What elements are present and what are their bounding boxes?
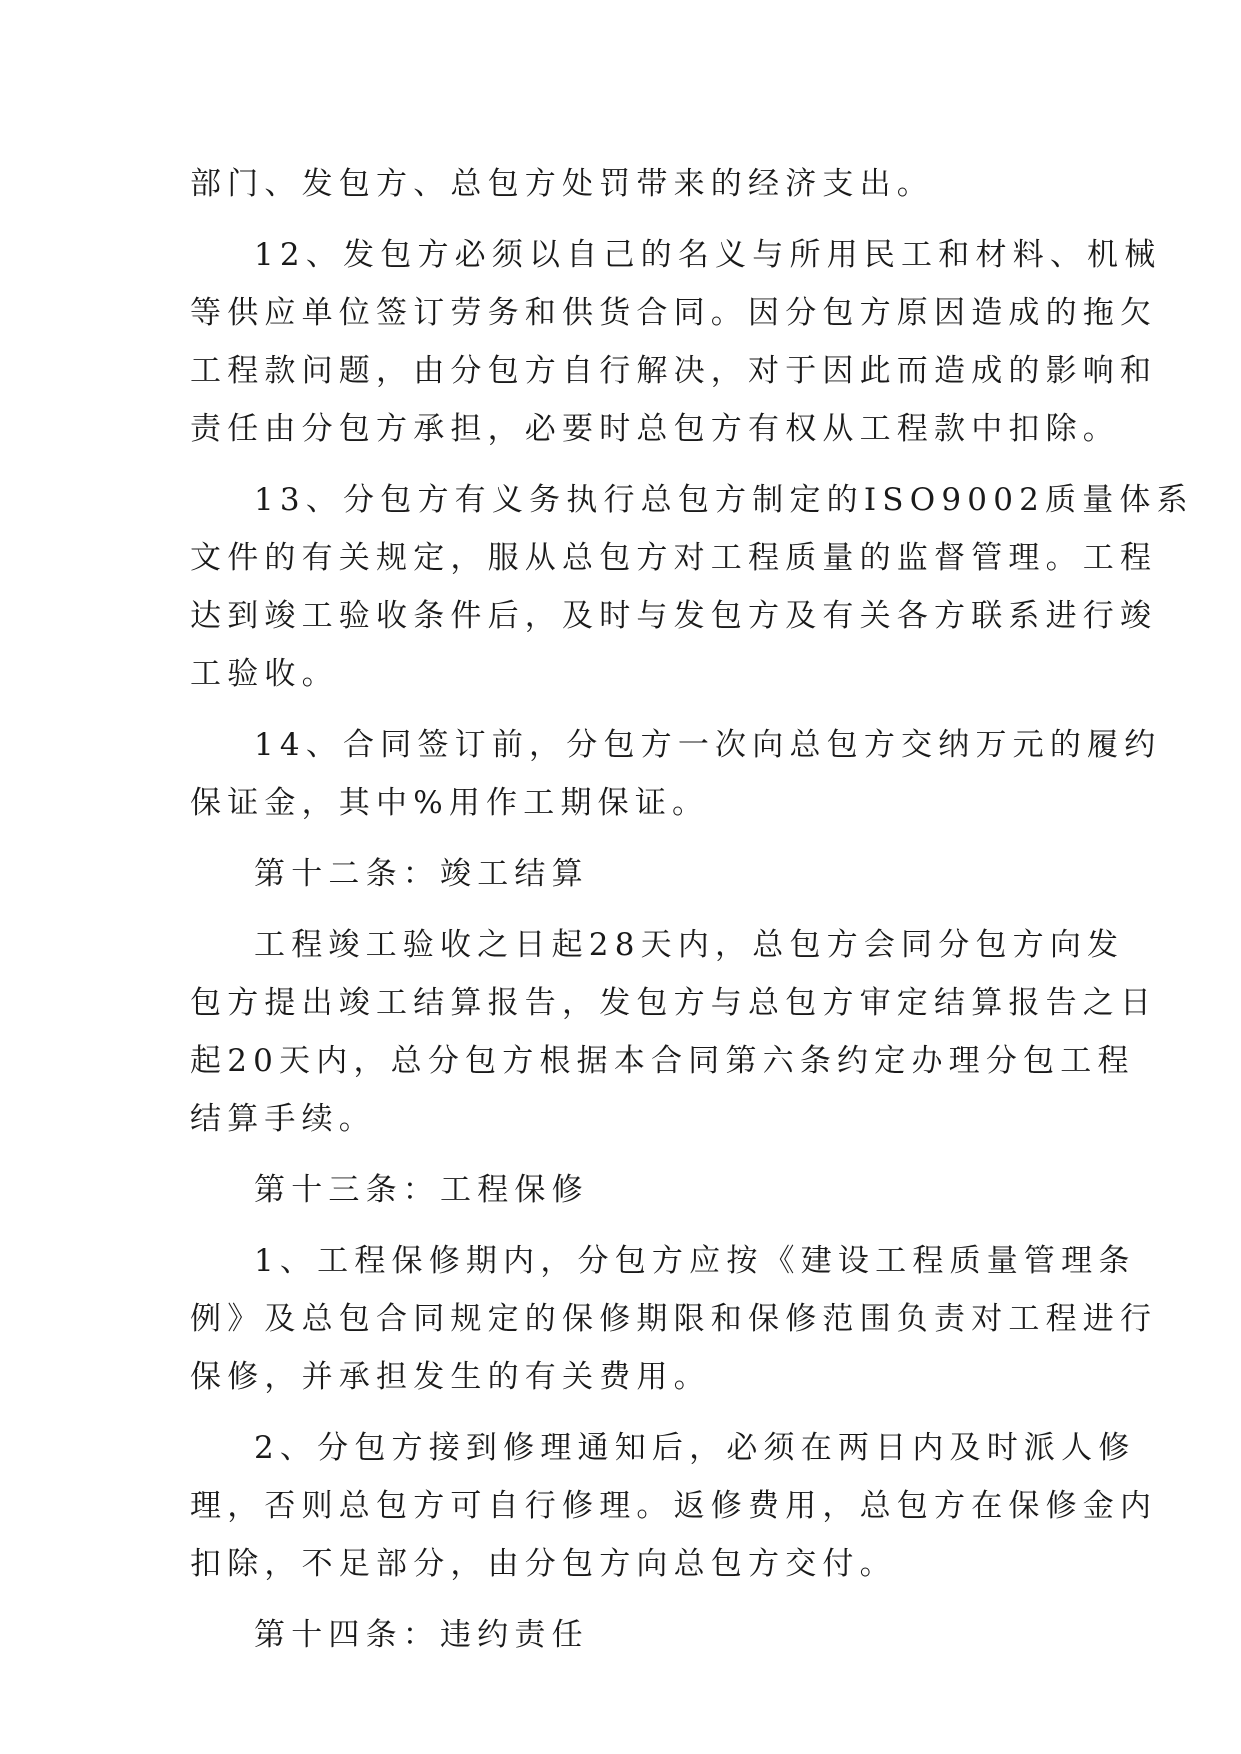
section-heading-article-13 xyxy=(190,1161,1060,1219)
text-line: 14、合同签订前，分包方一次向总包方交纳万元的履约 xyxy=(254,727,1162,763)
text-line: 扣除，不足部分，由分包方向总包方交付。 xyxy=(190,1546,897,1582)
section-heading: 第十四条：违约责任 xyxy=(254,1617,589,1653)
section-heading: 第十二条：竣工结算 xyxy=(254,856,589,892)
document-body xyxy=(190,155,1194,1664)
text-line: 责任由分包方承担，必要时总包方有权从工程款中扣除。 xyxy=(190,411,1120,447)
text-line: 包方提出竣工结算报告，发包方与总包方审定结算报告之日 xyxy=(190,985,1158,1021)
paragraph-clause-12 xyxy=(190,226,1162,458)
text-line: 工程竣工验收之日起28天内，总包方会同分包方向发 xyxy=(254,927,1125,963)
paragraph-warranty-1 xyxy=(190,1232,1158,1406)
text-line: 13、分包方有义务执行总包方制定的ISO9002质量体系 xyxy=(254,482,1194,518)
paragraph-clause-13 xyxy=(190,471,1194,703)
paragraph-settlement xyxy=(190,916,1158,1148)
section-heading-article-12 xyxy=(190,845,1060,903)
paragraph-clause-14 xyxy=(190,716,1162,832)
text-line: 例》及总包合同规定的保修期限和保修范围负责对工程进行 xyxy=(190,1301,1158,1337)
text-line: 等供应单位签订劳务和供货合同。因分包方原因造成的拖欠 xyxy=(190,295,1158,331)
text-line: 结算手续。 xyxy=(190,1101,376,1137)
text-line: 理，否则总包方可自行修理。返修费用，总包方在保修金内 xyxy=(190,1488,1158,1524)
text-line: 工程款问题，由分包方自行解决，对于因此而造成的影响和 xyxy=(190,353,1158,389)
text-line: 12、发包方必须以自己的名义与所用民工和材料、机械 xyxy=(254,237,1162,273)
text-line: 1、工程保修期内，分包方应按《建设工程质量管理条 xyxy=(254,1243,1136,1279)
section-heading: 第十三条：工程保修 xyxy=(254,1172,589,1208)
paragraph-warranty-2 xyxy=(190,1419,1158,1593)
text-line: 工验收。 xyxy=(190,656,339,692)
text-line: 保修，并承担发生的有关费用。 xyxy=(190,1359,711,1395)
text-line: 文件的有关规定，服从总包方对工程质量的监督管理。工程 xyxy=(190,540,1158,576)
text-line: 部门、发包方、总包方处罚带来的经济支出。 xyxy=(190,166,934,202)
section-heading-article-14 xyxy=(190,1606,1060,1664)
text-line: 达到竣工验收条件后，及时与发包方及有关各方联系进行竣 xyxy=(190,598,1158,634)
text-line: 2、分包方接到修理通知后，必须在两日内及时派人修 xyxy=(254,1430,1136,1466)
paragraph-continuation xyxy=(190,155,1060,213)
text-line: 保证金，其中%用作工期保证。 xyxy=(190,785,710,821)
text-line: 起20天内，总分包方根据本合同第六条约定办理分包工程 xyxy=(190,1043,1135,1079)
